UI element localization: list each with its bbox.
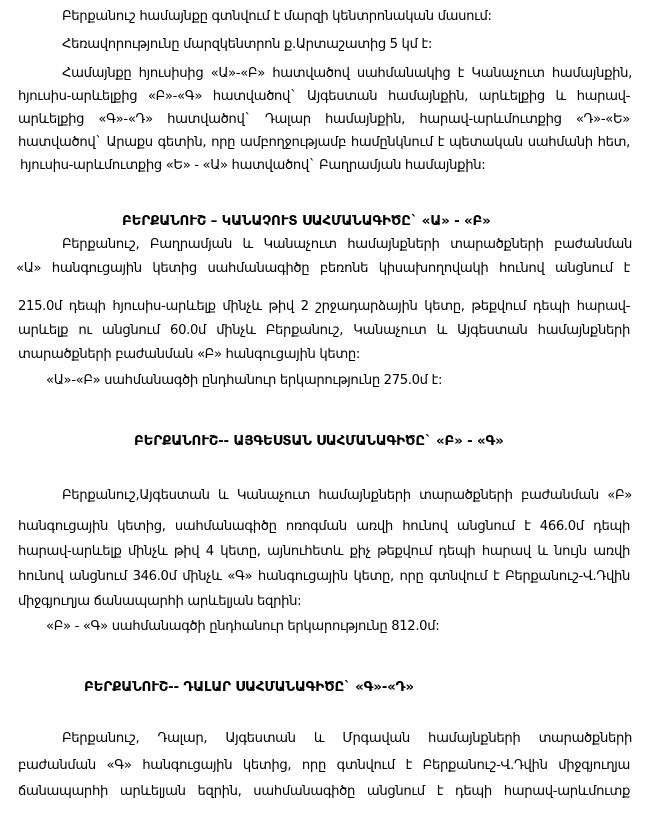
paragraph-line: հյուսիս-արևելքից «Բ»-«Գ» հատվածով` Այգեստան համայնքին, արևելքից և հարավ- — [18, 89, 630, 104]
paragraph-line: հարավ-արևելք մինչև թիվ 4 կետը, այնուհետև քիչ թեքվում դեպի հարավ և նույն առվի — [18, 544, 630, 559]
paragraph-line: Բերքանուշ, Դալար, Այգեստան և Մրգավան համայնքների տարածքների — [62, 731, 632, 746]
paragraph-line: Բերքանուշ, Բաղրամյան և Կանաչուտ համայնքների տարածքների բաժանման — [62, 237, 632, 252]
paragraph-line: «Ա» հանգուցային կետից սահմանագիծը բեռոնե կիսախողովակի հունով անցնում է — [16, 261, 630, 276]
section-total: «Ա»-«Բ» սահմանագծի ընդհանուր երկարությունը 275.0մ է: — [46, 373, 443, 388]
paragraph-line: 215.0մ դեպի հյուսիս-արևելք մինչև թիվ 2 շրջադարձային կետը, թեքվում դեպի հարավ- — [18, 299, 630, 314]
paragraph-line: հանգուցային կետից, սահմանագիծը ոռոգման առվի հունով անցնում է 466.0մ դեպի — [18, 519, 630, 534]
paragraph-line: հյուսիս-արևմուտքից «Ե» - «Ա» հատվածով` Բաղրամյան համայնքին: — [20, 158, 486, 173]
section-total: «Բ» - «Գ» սահմանագծի ընդհանուր երկարությունը 812.0մ: — [46, 619, 440, 634]
paragraph-line: Համայնքը հյուսիսից «Ա»-«Բ» հատվածով սահմանակից է Կանաչուտ համայնքին, — [62, 66, 632, 81]
section-heading-b-c: ԲԵՐՔԱՆՈՒՇ-- ԱՅԳԵՍՏԱՆ ՍԱՀՄԱՆԱԳԻԾԸ` «Բ» - «Գ» — [134, 433, 504, 449]
paragraph-line: ճանապարհի արևելյան եզրին, սահմանագիծը անցնում է դեպի հարավ-արևմուտք — [18, 784, 630, 799]
paragraph-line: հունով անցնում 346.0մ մինչև «Գ» հանգուցային կետը, որը գտնվում է Բերքանուշ-Վ.Դվին — [18, 569, 630, 584]
paragraph-line: բաժանման «Գ» հանգուցային կետից, որը գտնվում է Բերքանուշ-Վ.Դվին միջգյուղյա — [18, 758, 630, 773]
intro-line-1: Բերքանուշ համայնքը գտնվում է մարզի կենտրոնական մասում: — [62, 9, 492, 24]
section-heading-a-b: ԲԵՐՔԱՆՈՒՇ – ԿԱՆԱՉՈՒՏ ՍԱՀՄԱՆԱԳԻԾԸ` «Ա» - «Բ» — [122, 213, 491, 229]
section-heading-c-d: ԲԵՐՔԱՆՈՒՇ-- ԴԱԼԱՐ ՍԱՀՄԱՆԱԳԻԾԸ` «Գ»-«Դ» — [84, 679, 414, 695]
paragraph-line: միջգյուղյա ճանապարհի արևելյան եզրին: — [18, 594, 302, 609]
paragraph-line: հատվածով` Արաքս գետին, որը ամբողջությամբ համընկնում է պետական սահմանի հետ, — [18, 135, 630, 150]
paragraph-line: Բերքանուշ,Այգեստան և Կանաչուտ համայնքների տարածքների բաժանման «Բ» — [62, 488, 632, 503]
paragraph-line: արևելք ու անցնում 60.0մ մինչև Բերքանուշ, Կանաչուտ և Այգեստան համայնքների — [18, 323, 630, 338]
paragraph-line: արևելքից «Գ»-«Դ» հատվածով` Դալար համայնքին, հարավ-արևմուտքից «Դ»-«Ե» — [18, 112, 630, 127]
paragraph-line: տարածքների բաժանման «Բ» հանգուցային կետը: — [18, 347, 360, 362]
intro-line-2: Հեռավորությունը մարզկենտրոն ք.Արտաշատից 5 կմ է: — [62, 37, 432, 52]
